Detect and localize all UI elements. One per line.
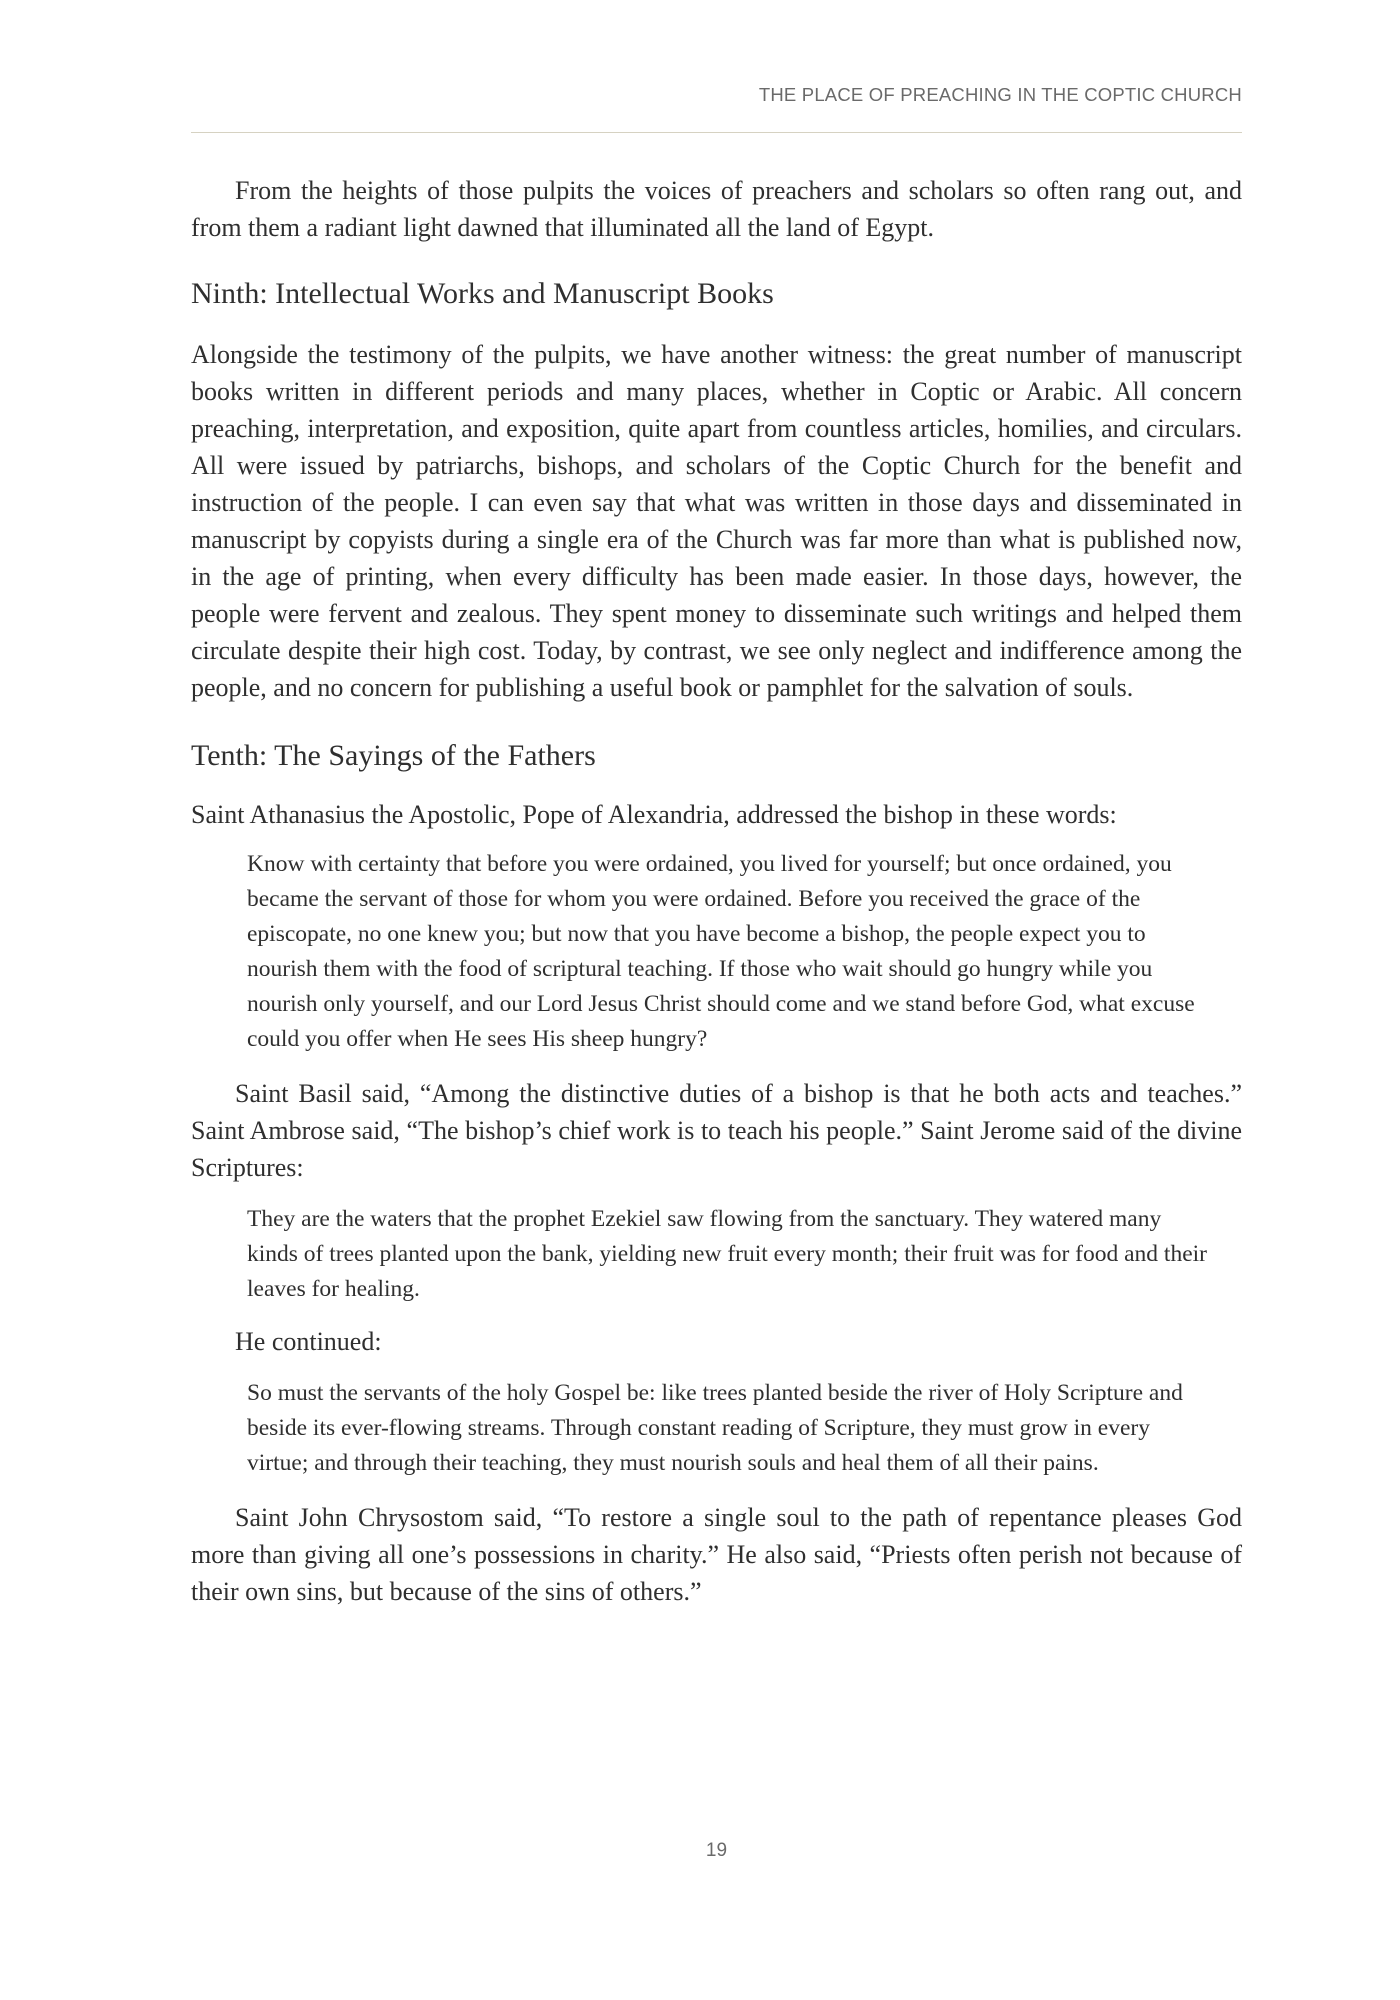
paragraph-pulpits: From the heights of those pulpits the voices of preachers and scholars so often rang out, and from them a radiant light dawned that illuminated all the land of Egypt. — [191, 176, 1242, 242]
quote-jerome-servants: So must the servants of the holy Gospel be: like trees planted beside the river of Holy Scripture and beside its ever-flowing streams. Through constant reading of Scripture, they must grow in every virtue; and through their teaching, they must nourish souls and heal them of all their pains. — [247, 1380, 1183, 1476]
quote-athanasius: Know with certainty that before you were ordained, you lived for yourself; but once ordained, you became the servant of those for whom you were ordained. Before you received the grace of the episcopate, no one knew you; but now that you have become a bishop, the people expect you to nourish them with the food of scriptural teaching. If those who wait should go hungry while you nourish only yourself, and our Lord Jesus Christ should come and we stand before God, what excuse could you offer when He sees His sheep hungry? — [247, 851, 1195, 1052]
paragraph-basil-ambrose-jerome: Saint Basil said, “Among the distinctive duties of a bishop is that he both acts and teaches.” Saint Ambrose said, “The bishop’s chief work is to teach his people.” Saint Jerome said of the divine Scriptures: — [191, 1079, 1242, 1182]
running-head: THE PLACE OF PREACHING IN THE COPTIC CHURCH — [758, 84, 1242, 105]
paragraph-chrysostom: Saint John Chrysostom said, “To restore a single soul to the path of repentance pleases God more than giving all one’s possessions in charity.” He also said, “Priests often perish not because of their own sins, but because of the sins of others.” — [191, 1503, 1242, 1606]
header-rule — [191, 132, 1242, 133]
quote-jerome-waters: They are the waters that the prophet Ezekiel saw flowing from the sanctuary. They watered many kinds of trees planted upon the bank, yielding new fruit every month; their fruit was for food and their leaves for healing. — [247, 1206, 1207, 1302]
page-body — [191, 172, 1242, 1610]
paragraph-manuscripts: Alongside the testimony of the pulpits, we have another witness: the great number of manuscript books written in different periods and many places, whether in Coptic or Arabic. All concern preaching, interpretation, and exposition, quite apart from countless articles, homilies, and circulars. All were issued by patriarchs, bishops, and scholars of the Coptic Church for the benefit and instruction of the people. I can even say that what was written in those days and disseminated in manuscript by copyists during a single era of the Church was far more than what is published now, in the age of printing, when every difficulty has been made easier. In those days, however, the people were fervent and zealous. They spent money to disseminate such writings and helped them circulate despite their high cost. Today, by contrast, we see only neglect and indifference among the people, and no concern for publishing a useful book or pamphlet for the salvation of souls. — [191, 340, 1242, 702]
paragraph-athanasius: Saint Athanasius the Apostolic, Pope of Alexandria, addressed the bishop in these words: — [191, 800, 1117, 829]
paragraph-he-continued: He continued: — [235, 1327, 382, 1356]
page-number: 19 — [705, 1840, 728, 1861]
heading-tenth: Tenth: The Sayings of the Fathers — [191, 739, 596, 772]
heading-ninth: Ninth: Intellectual Works and Manuscript Books — [191, 277, 774, 310]
